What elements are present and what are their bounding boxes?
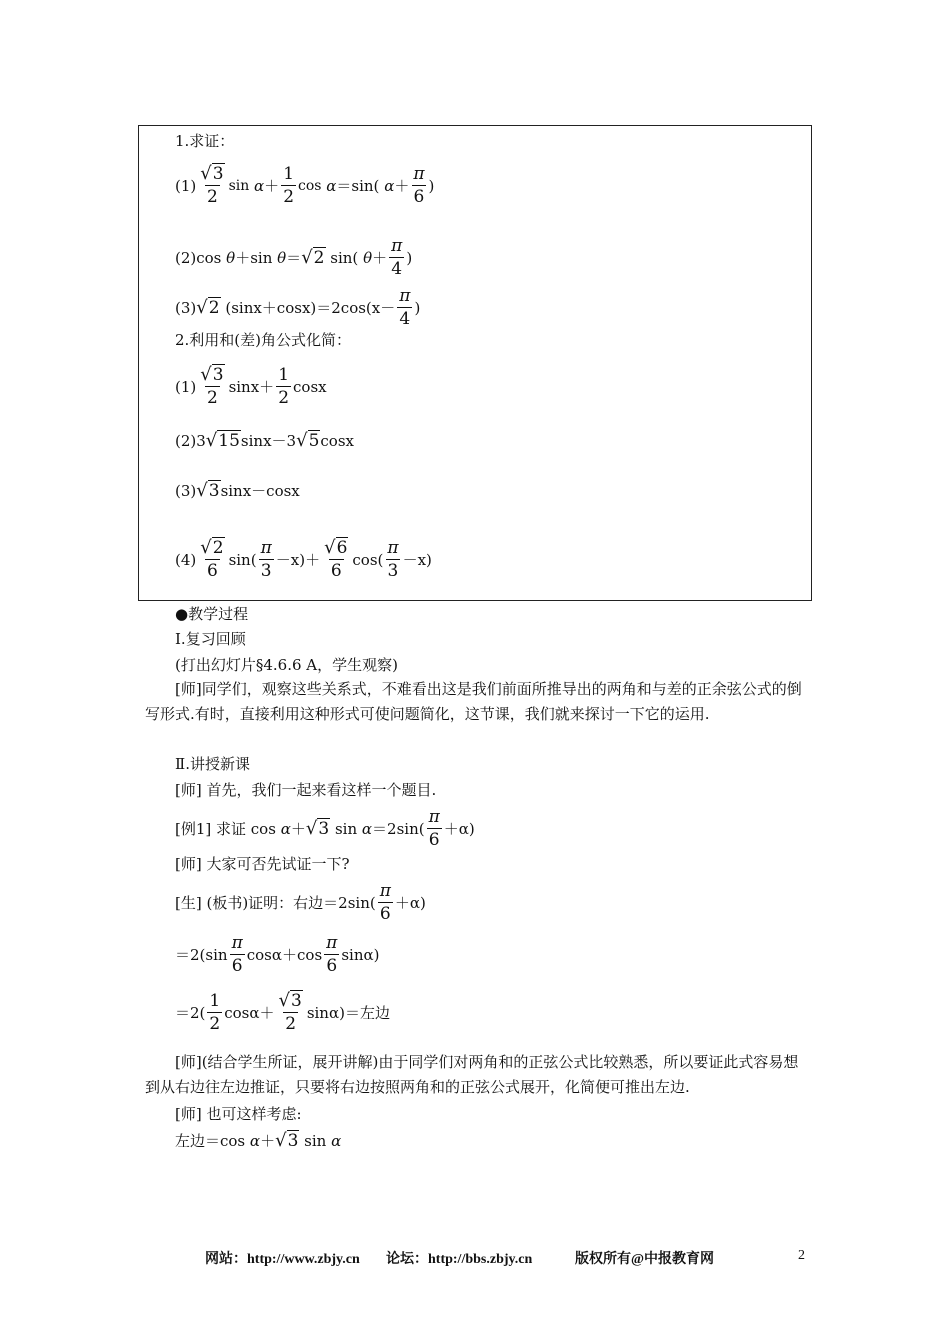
fraction: $\frac{\pi}{6}$ bbox=[326, 933, 338, 976]
q1-item3: (3) √ 2 (sinx＋cosx)＝2cos(x－ $\frac{\pi}{4}$ ) bbox=[175, 286, 421, 329]
square-root: √ 15 bbox=[205, 430, 240, 451]
fraction: $\frac{\pi}{6}$ bbox=[428, 807, 440, 850]
fraction: $\frac{1}{2}$ bbox=[209, 991, 221, 1034]
fraction: $\frac{1}{2}$ bbox=[278, 365, 290, 408]
q2-item3: (3) √ 3 sinx－cosx bbox=[175, 480, 300, 501]
fraction: $\frac{1}{2}$ bbox=[283, 164, 295, 207]
paragraph: (打出幻灯片§4.6.6 A，学生观察) bbox=[175, 656, 398, 674]
fraction: $\frac{\pi}{3}$ bbox=[387, 538, 399, 581]
fraction: √ 2 6 bbox=[200, 537, 224, 581]
square-root: √ 2 bbox=[301, 246, 325, 268]
section-heading: ●教学过程 bbox=[175, 605, 249, 623]
proof-line: 左边＝cos α ＋ √ 3 sin α bbox=[175, 1130, 342, 1151]
paragraph: [师] 也可这样考虑: bbox=[175, 1105, 302, 1123]
page-number: 2 bbox=[798, 1248, 805, 1263]
fraction: $\frac{\pi}{6}$ bbox=[379, 881, 391, 924]
q1-item2: (2)cos θ ＋sin θ ＝ √ 2 sin( θ ＋ $\frac{\pi}{4}$ ) bbox=[175, 236, 413, 279]
footer-forum: 论坛：http://bbs.zbjy.cn bbox=[386, 1252, 533, 1267]
fraction: $\frac{\pi}{4}$ bbox=[391, 236, 403, 279]
square-root: √ 3 bbox=[275, 1130, 299, 1151]
subsection-heading: Ⅰ.复习回顾 bbox=[175, 630, 246, 648]
fraction: √ 3 2 bbox=[278, 990, 302, 1034]
proof-line: ＝2(sin $\frac{\pi}{6}$ cosα＋cos $\frac{\pi}{6}$ sinα) bbox=[175, 933, 380, 976]
q1-item1: (1) √ 3 2 sin α ＋ $\frac{1}{2}$ cos α ＝sin( α ＋ $\frac{\pi}{6}$ ) bbox=[175, 163, 435, 207]
paragraph: [师] 首先，我们一起来看这样一个题目. bbox=[175, 781, 437, 799]
proof-line: ＝2( $\frac{1}{2}$ cosα＋ √ 3 2 sinα)＝左边 bbox=[175, 990, 390, 1034]
q2-item4: (4) √ 2 6 sin( $\frac{\pi}{3}$ －x)＋ √ 6 6 cos( $\frac{\pi}{3}$ －x) bbox=[175, 537, 432, 581]
square-root: √ 5 bbox=[296, 430, 320, 451]
fraction: $\frac{\pi}{6}$ bbox=[231, 933, 243, 976]
fraction: $\frac{\pi}{6}$ bbox=[413, 164, 425, 207]
fraction: $\frac{\pi}{4}$ bbox=[399, 286, 411, 329]
example-1: [例1] 求证 cos α ＋ √ 3 sin α ＝2sin( $\frac{\pi}{6}$ ＋α) bbox=[175, 807, 475, 850]
q1-title: 1.求证： bbox=[175, 132, 235, 150]
fraction: √ 3 2 bbox=[200, 163, 224, 207]
q2-title: 2.利用和(差)角公式化简： bbox=[175, 331, 352, 349]
square-root: √ 3 bbox=[305, 817, 330, 839]
proof-line: [生] (板书)证明：右边＝2sin( $\frac{\pi}{6}$ ＋α) bbox=[175, 881, 426, 924]
footer-copyright: 版权所有@中报教育网 bbox=[575, 1252, 715, 1267]
square-root: √ 3 bbox=[196, 480, 220, 501]
q2-item2: (2)3 √ 15 sinx－3 √ 5 cosx bbox=[175, 430, 354, 451]
subsection-heading: Ⅱ.讲授新课 bbox=[175, 755, 250, 773]
paragraph: [师](结合学生所证，展开讲解)由于同学们对两角和的正弦公式比较熟悉，所以要证此式容易想到从右边往左边推证，只要将右边按照两角和的正弦公式展开，化简便可推出左边. bbox=[145, 1053, 799, 1096]
paragraph: [师] 大家可否先试证一下? bbox=[175, 855, 350, 873]
fraction: $\frac{\pi}{3}$ bbox=[260, 538, 272, 581]
square-root: √ 2 bbox=[196, 296, 220, 318]
paragraph: [师]同学们，观察这些关系式，不难看出这是我们前面所推导出的两角和与差的正余弦公式的倒写形式.有时，直接利用这种形式可使问题简化，这节课，我们就来探讨一下它的运用. bbox=[145, 680, 802, 723]
fraction: √ 3 2 bbox=[200, 364, 224, 408]
q2-item1: (1) √ 3 2 sinx＋ $\frac{1}{2}$ cosx bbox=[175, 364, 327, 408]
footer-site: 网站：http://www.zbjy.cn bbox=[205, 1252, 360, 1267]
fraction: √ 6 6 bbox=[324, 537, 348, 581]
